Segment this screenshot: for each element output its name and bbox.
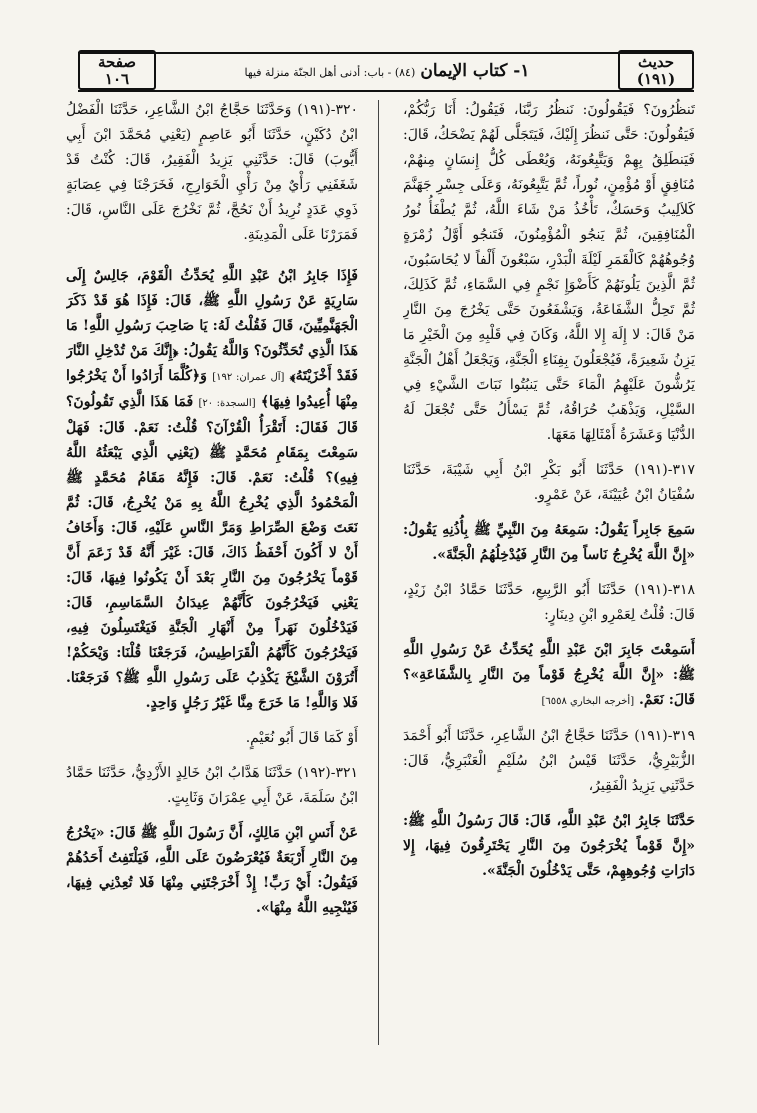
hadith-text: سَمِعَ جَابِراً يَقُولُ: سَمِعَهُ مِنَ النَّبِيِّ ﷺ بِأُذُنِهِ يَقُولُ: «إِنَّ اللَّهَ يُخْرِجُ نَاساً مِنَ النَّارِ فَيُدْخِلُهُمُ الْجَنَّةَ». <box>403 522 695 563</box>
reference: [أخرجه البخاري ٦٥٥٨] <box>541 696 635 707</box>
left-column <box>66 98 358 1058</box>
column-divider <box>378 100 379 1045</box>
hadith-body: فَمَا هَذَا الَّذِي تَقُولُونَ؟ قَالَ فَقَالَ: أَتَقْرَأُ الْقُرْآنَ؟ قُلْتُ: نَعَمْ. قَالَ: فَهَلْ سَمِعْتَ بِمَقَامِ مُحَمَّدٍ ﷺ (يَعْنِي الَّذِي يَبْعَثُهُ اللَّهُ فِيهِ)؟ قُلْتُ: نَعَمْ. قَالَ: فَإِنَّهُ مَقَامُ مُحَمَّدٍ ﷺ الْمَحْمُودُ الَّذِي يُخْرِجُ اللَّهُ بِهِ مَنْ يُخْرِجُ، قَالَ: ثُمَّ نَعَتَ وَضْعَ الصِّرَاطِ وَمَرَّ النَّاسِ عَلَيْهِ، قَالَ: وَأَخَافُ أَنْ لا أَكُونَ أَحْفَظُ ذَاكَ، قَالَ: غَيْرَ أَنَّهُ قَدْ زَعَمَ أَنَّ قَوْماً يَخْرُجُونَ مِنَ النَّارِ بَعْدَ أَنْ يَكُونُوا فِيهَا، قَالَ: يَعْنِي فَيَخْرُجُونَ كَأَنَّهُمْ عِيدَانُ السَّمَاسِمِ، قَالَ: فَيَدْخُلُونَ نَهَراً مِنْ أَنْهَارِ الْجَنَّةِ فَيَغْتَسِلُونَ فِيهِ، فَيَخْرُجُونَ كَأَنَّهُمُ الْقَرَاطِيسُ، فَرَجَعْنَا قُلْنَا: وَيْحَكُمْ! أَتُرَوْنَ الشَّيْخَ يَكْذِبُ عَلَى رَسُولِ اللَّهِ ﷺ؟ فَرَجَعْنَا. فَلا وَاللَّهِ! مَا خَرَجَ مِنَّا غَيْرُ رَجُلٍ وَاحِدٍ. <box>66 394 358 711</box>
reference: [آل عمران: ١٩٢] <box>212 372 285 383</box>
header-title <box>168 54 606 88</box>
hadith-text: عَنْ أَنَسِ ابْنِ مَالِكٍ، أَنَّ رَسُولَ اللَّهِ ﷺ قَالَ: «يَخْرُجُ مِنَ النَّارِ أَرْبَعَةٌ فَيُعْرَضُونَ عَلَى اللَّهِ، فَيَلْتَفِتُ أَحَدُهُمْ فَيَقُولُ: أَيْ رَبِّ! إِذْ أَخْرَجْتَنِي مِنْهَا فَلا تُعِدْنِي فِيهَا، فَيُنْجِيهِ اللَّهُ مِنْهَا». <box>66 825 358 916</box>
book-title: ١- كتاب الإيمان <box>420 61 530 81</box>
hadith-body: فَإِذَا جَابِرُ ابْنُ عَبْدِ اللَّهِ يُحَدِّثُ الْقَوْمَ، جَالِسٌ إِلَى سَارِيَةٍ عَنْ رَسُولِ اللَّهِ ﷺ، قَالَ: فَإِذَا هُوَ قَدْ ذَكَرَ الْجَهَنَّمِيِّينَ، قَالَ فَقُلْتُ لَهُ: يَا صَاحِبَ رَسُولِ اللَّهِ! مَا هَذَا الَّذِي تُحَدِّثُونَ؟ وَاللَّهُ يَقُولُ: ﴿إِنَّكَ مَنْ تُدْخِلِ النَّارَ فَقَدْ أَخْزَيْتَهُ﴾ <box>66 268 358 384</box>
hadith-text <box>66 264 358 716</box>
paragraph: ٣٢٠-(١٩١) وَحَدَّثَنَا حَجَّاجُ ابْنُ الشَّاعِرِ، حَدَّثَنَا الْفَضْلُ ابْنُ دُكَيْنٍ، حَدَّثَنَا أَبُو عَاصِمٍ (يَعْنِي مُحَمَّدَ ابْنَ أَبِي أَيُّوبَ) قَالَ: حَدَّثَنِي يَزِيدُ الْفَقِيرُ، قَالَ: كُنْتُ قَدْ شَغَفَنِي رَأْيٌ مِنْ رَأْيِ الْخَوَارِجِ، فَخَرَجْنَا فِي عِصَابَةٍ ذَوِي عَدَدٍ نُرِيدُ أَنْ نَحُجَّ، ثُمَّ نَخْرُجَ عَلَى النَّاسِ، قَالَ: فَمَرَرْنَا عَلَى الْمَدِينَةِ. <box>66 102 358 243</box>
page-label: صفحة <box>97 53 137 71</box>
hadith-text: حَدَّثَنَا جَابِرُ ابْنُ عَبْدِ اللَّهِ، قَالَ: قَالَ رَسُولُ اللَّهِ ﷺ: «إِنَّ قَوْماً يُخْرَجُونَ مِنَ النَّارِ يَحْتَرِقُونَ فِيهَا، إِلا دَارَاتِ وُجُوهِهِمْ، حَتَّى يَدْخُلُونَ الْجَنَّةَ». <box>403 813 695 879</box>
paragraph: ٣٢١-(١٩٢) حَدَّثَنَا هَدَّابُ ابْنُ خَالِدٍ الأَزْدِيُّ، حَدَّثَنَا حَمَّادُ ابْنُ سَلَمَةَ، عَنْ أَبِي عِمْرَانَ وَثَابِتٍ. <box>66 765 358 806</box>
page-number-box <box>78 50 156 90</box>
paragraph: ٣١٨-(١٩١) حَدَّثَنَا أَبُو الرَّبِيعِ، حَدَّثَنَا حَمَّادُ ابْنُ زَيْدٍ، قَالَ: قُلْتُ لِعَمْرِو ابْنِ دِينَارٍ: <box>403 582 695 623</box>
right-column <box>403 98 695 1058</box>
hadith-number: (١٩١) <box>636 70 676 88</box>
header-rule-top <box>78 52 694 54</box>
hadith-body: أَسَمِعْتَ جَابِرَ ابْنَ عَبْدِ اللَّهِ يُحَدِّثُ عَنْ رَسُولِ اللَّهِ ﷺ: «إِنَّ اللَّهَ يُخْرِجُ قَوْماً مِنَ النَّارِ بِالشَّفَاعَةِ»؟ قَالَ: نَعَمْ. <box>403 642 695 708</box>
paragraph: أَوْ كَمَا قَالَ أَبُو نُعَيْمٍ. <box>245 730 358 746</box>
page-number: ١٠٦ <box>104 70 130 88</box>
paragraph: ٣١٩-(١٩١) حَدَّثَنَا حَجَّاجُ ابْنُ الشَّاعِرِ، حَدَّثَنَا أَبُو أَحْمَدَ الزُّبَيْرِيُّ، حَدَّثَنَا قَيْسُ ابْنُ سُلَيْمٍ الْعَنْبَرِيُّ، قَالَ: حَدَّثَنِي يَزِيدُ الْفَقِيرُ، <box>403 728 695 794</box>
hadith-text <box>403 638 695 714</box>
hadith-label: حديث <box>637 53 675 71</box>
hadith-body: وَ﴿كُلَّمَا أَرَادُوا أَنْ يَخْرُجُوا مِنْهَا أُعِيدُوا فِيهَا﴾ <box>66 368 358 410</box>
header-rule-bottom <box>78 90 694 92</box>
reference: [السجدة: ٢٠] <box>198 398 256 409</box>
paragraph: تَنظُرُونَ؟ فَيَقُولُونَ: نَنظُرُ رَبَّنَا، فَيَقُولُ: أَنَا رَبُّكُمْ، فَيَقُولُونَ: حَتَّى نَنظُرَ إِلَيْكَ، فَيَتَجَلَّى لَهُمْ يَضْحَكُ، قَالَ: فَيَنطَلِقُ بِهِمْ وَيَتَّبِعُونَهُ، وَيُعْطَى كُلُّ إِنسَانٍ مِنهُمْ، مُنَافِقٍ أَوْ مُؤْمِنٍ، نُوراً، ثُمَّ يَتَّبِعُونَهُ، وَعَلَى جِسْرِ جَهَنَّمَ كَلاَلِيبُ وَحَسَكٌ، تَأْخُذُ مَنْ شَاءَ اللَّهُ، ثُمَّ يُطْفَأُ نُورُ الْمُنَافِقِينَ، ثُمَّ يَنجُو الْمُؤْمِنُونَ، فَتَنجُو أَوَّلُ زُمْرَةٍ وُجُوهُهُمْ كَالْقَمَرِ لَيْلَةَ الْبَدْرِ، سَبْعُونَ أَلْفاً لا يُحَاسَبُونَ، ثُمَّ الَّذِينَ يَلُونَهُمْ كَأَضْوَإِ نَجْمٍ فِي السَّمَاءِ، ثُمَّ كَذَلِكَ، ثُمَّ تَحِلُّ الشَّفَاعَةُ، وَيَشْفَعُونَ حَتَّى يَخْرُجَ مِنَ النَّارِ مَنْ قَالَ: لا إِلَهَ إِلا اللَّهُ، وَكَانَ فِي قَلْبِهِ مِنَ الْخَيْرِ مَا يَزِنُ شَعِيرَةً، فَيُجْعَلُونَ بِفِنَاءِ الْجَنَّةِ، وَيَجْعَلُ أَهْلُ الْجَنَّةِ يَرُشُّونَ عَلَيْهِمُ الْمَاءَ حَتَّى يَنبُتُوا نَبَاتَ الشَّيْءِ فِي السَّيْلِ، وَيَذْهَبُ حُرَاقُهُ، ثُمَّ يَسْأَلُ حَتَّى تُجْعَلَ لَهُ الدُّنْيَا وَعَشَرَةُ أَمْثَالِهَا مَعَهَا. <box>403 102 695 443</box>
paragraph: ٣١٧-(١٩١) حَدَّثَنَا أَبُو بَكْرِ ابْنُ أَبِي شَيْبَةَ، حَدَّثَنَا سُفْيَانُ ابْنُ عُيَيْنَةَ، عَنْ عَمْرٍو. <box>403 462 695 503</box>
hadith-number-box <box>618 50 694 90</box>
chapter-title: (٨٤) - باب: أدنى أهل الجنّة منزلة فيها <box>244 66 416 79</box>
page-header <box>78 50 694 92</box>
